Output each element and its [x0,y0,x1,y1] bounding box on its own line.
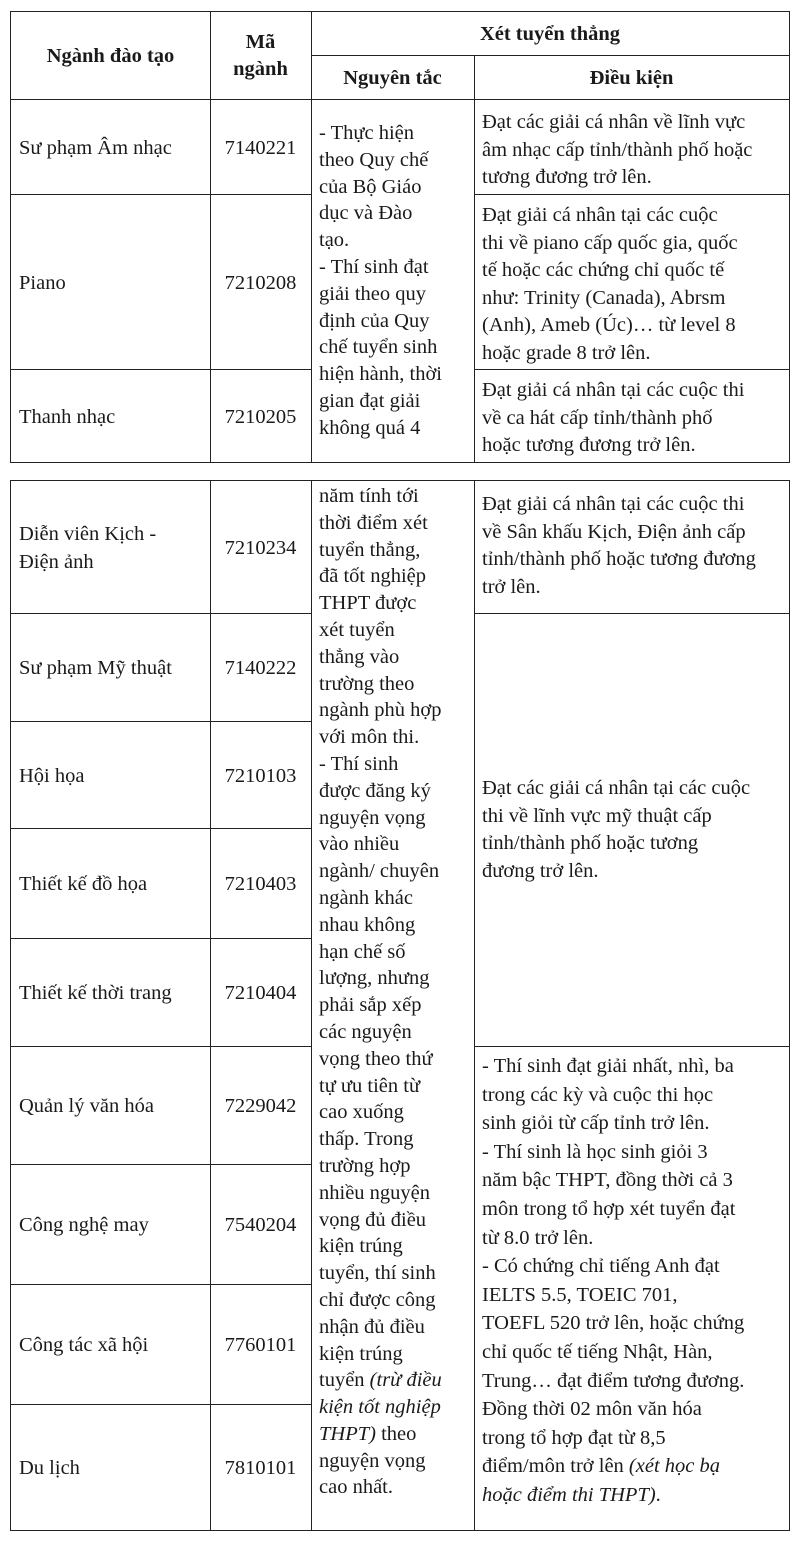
major-name: Quản lý văn hóa [19,1095,154,1117]
column-divider [210,11,211,1531]
major-name: Piano [19,271,66,294]
header-bottom-border [10,99,790,100]
major-code: 7540204 [224,1214,297,1236]
major-name: Thanh nhạc [19,405,116,428]
row-divider [10,1046,311,1047]
major-name: Sư phạm Mỹ thuật [19,657,172,679]
major-name: Công tác xã hội [19,1334,149,1356]
row-divider [10,1164,311,1165]
row-divider [10,1284,311,1285]
major-code: 7210103 [224,764,297,787]
principle-italic-line: kiện tốt nghiệp [319,1396,441,1419]
row-divider [10,613,311,614]
row-divider [10,938,311,939]
major-code: 7210403 [224,873,297,895]
row-divider [10,369,311,370]
condition-piano: Đạt giải cá nhân tại các cuộc thi về piano cấp quốc gia, quốc tế hoặc các chứng chỉ quốc tế như: Trinity (Canada), Abrsm (Anh), Ameb (Úc)… từ level 8 hoặc grade 8 trở lên. [482,204,738,364]
condition-divider [474,1046,790,1047]
principle-text-part2: năm tính tới thời điểm xét tuyển thẳng, đã tốt nghiệp THPT được xét tuyển thẳng vào trường theo ngành phù hợp với môn thi. - Thí sinh được đăng ký nguyện vọng vào nhiều ngành/ chuyên ngành khác nhau không hạn chế số lượng, nhưng phải sắp xếp các nguyện vọng theo thứ tự ưu tiên từ cao xuống thấp. Trong trường hợp nhiều nguyện vọng đủ điều kiện trúng tuyển, thí sinh chỉ được công nhận đủ điều kiện trúng tuyển (trừ điều kiện tốt nghiệp THPT) theo nguyện vọng cao nhất. [319,483,474,1501]
condition-mixed-line: điểm/môn trở lên (xét học bạ [482,1455,720,1478]
header-code: Mã ngành [233,31,288,80]
principle-text-part1: - Thực hiện theo Quy chế của Bộ Giáo dục và Đào tạo. - Thí sinh đạt giải theo quy định của Quy chế tuyển sinh hiện hành, thời gian đạt giải không quá 4 [319,122,442,439]
page-break-gap [0,463,800,481]
column-divider [474,55,475,1531]
condition-divider [474,369,790,370]
table-border-left [10,11,11,1531]
condition-fine-art: Đạt các giải cá nhân tại các cuộc thi về lĩnh vực mỹ thuật cấp tỉnh/thành phố hoặc tương đương trở lên. [482,777,751,882]
condition-drama: Đạt giải cá nhân tại các cuộc thi về Sân khấu Kịch, Điện ảnh cấp tỉnh/thành phố hoặc tương đương trở lên. [482,493,756,598]
major-name: Diễn viên Kịch - Điện ảnh [19,522,157,573]
major-code: 7229042 [224,1095,297,1117]
condition-music: Đạt các giải cá nhân về lĩnh vực âm nhạc cấp tỉnh/thành phố hoặc tương đương trở lên. [482,111,753,188]
major-name: Sư phạm Âm nhạc [19,136,172,159]
condition-divider [474,194,790,195]
table-fragment-bottom [10,462,790,463]
major-code: 7140222 [224,657,297,679]
major-code: 7140221 [224,136,297,159]
major-name: Thiết kế đồ họa [19,873,148,895]
header-major: Ngành đào tạo [46,44,175,67]
major-code: 7760101 [224,1334,297,1356]
major-name: Thiết kế thời trang [19,982,172,1004]
column-divider [311,11,312,1531]
principle-mixed-line: tuyển (trừ điều [319,1369,442,1392]
header-direct-admission: Xét tuyển thẳng [479,22,621,45]
table-border-right [789,11,790,1531]
table-fragment-top [10,480,790,481]
major-code: 7210404 [224,982,297,1004]
table-border-bottom [10,1530,790,1531]
condition-vocal: Đạt giải cá nhân tại các cuộc thi về ca hát cấp tỉnh/thành phố hoặc tương đương trở lên. [482,379,745,456]
condition-divider [474,613,790,614]
header-principle: Nguyên tắc [343,66,442,89]
major-name: Du lịch [19,1456,80,1479]
condition-other-majors: - Thí sinh đạt giải nhất, nhì, ba trong các kỳ và cuộc thi học sinh giỏi từ cấp tỉnh trở lên. - Thí sinh là học sinh giỏi 3 năm bậc THPT, đồng thời cả 3 môn trong tổ hợp xét tuyển đạt từ 8.0 trở lên. - Có chứng chỉ tiếng Anh đạt IELTS 5.5, TOEIC 701, TOEFL 520 trở lên, hoặc chứng chỉ quốc tế tiếng Nhật, Hàn, Trung… đạt điểm tương đương. Đồng thời 02 môn văn hóa trong tổ hợp đạt từ 8,5 điểm/môn trở lên (xét học bạ hoặc điểm thi THPT). [482,1052,787,1510]
major-name: Công nghệ may [19,1214,149,1236]
row-divider [10,194,311,195]
row-divider [10,1404,311,1405]
table-border-top [10,11,790,12]
major-code: 7810101 [224,1456,297,1479]
condition-mixed-line: hoặc điểm thi THPT). [482,1483,661,1506]
major-name: Hội họa [19,764,85,787]
header-divider-sub [311,55,790,56]
major-code: 7210205 [224,405,297,428]
major-code: 7210234 [224,536,297,559]
principle-mixed-line: THPT) theo [319,1422,417,1445]
row-divider [10,721,311,722]
row-divider [10,828,311,829]
major-code: 7210208 [224,271,297,294]
header-condition: Điều kiện [589,66,674,89]
